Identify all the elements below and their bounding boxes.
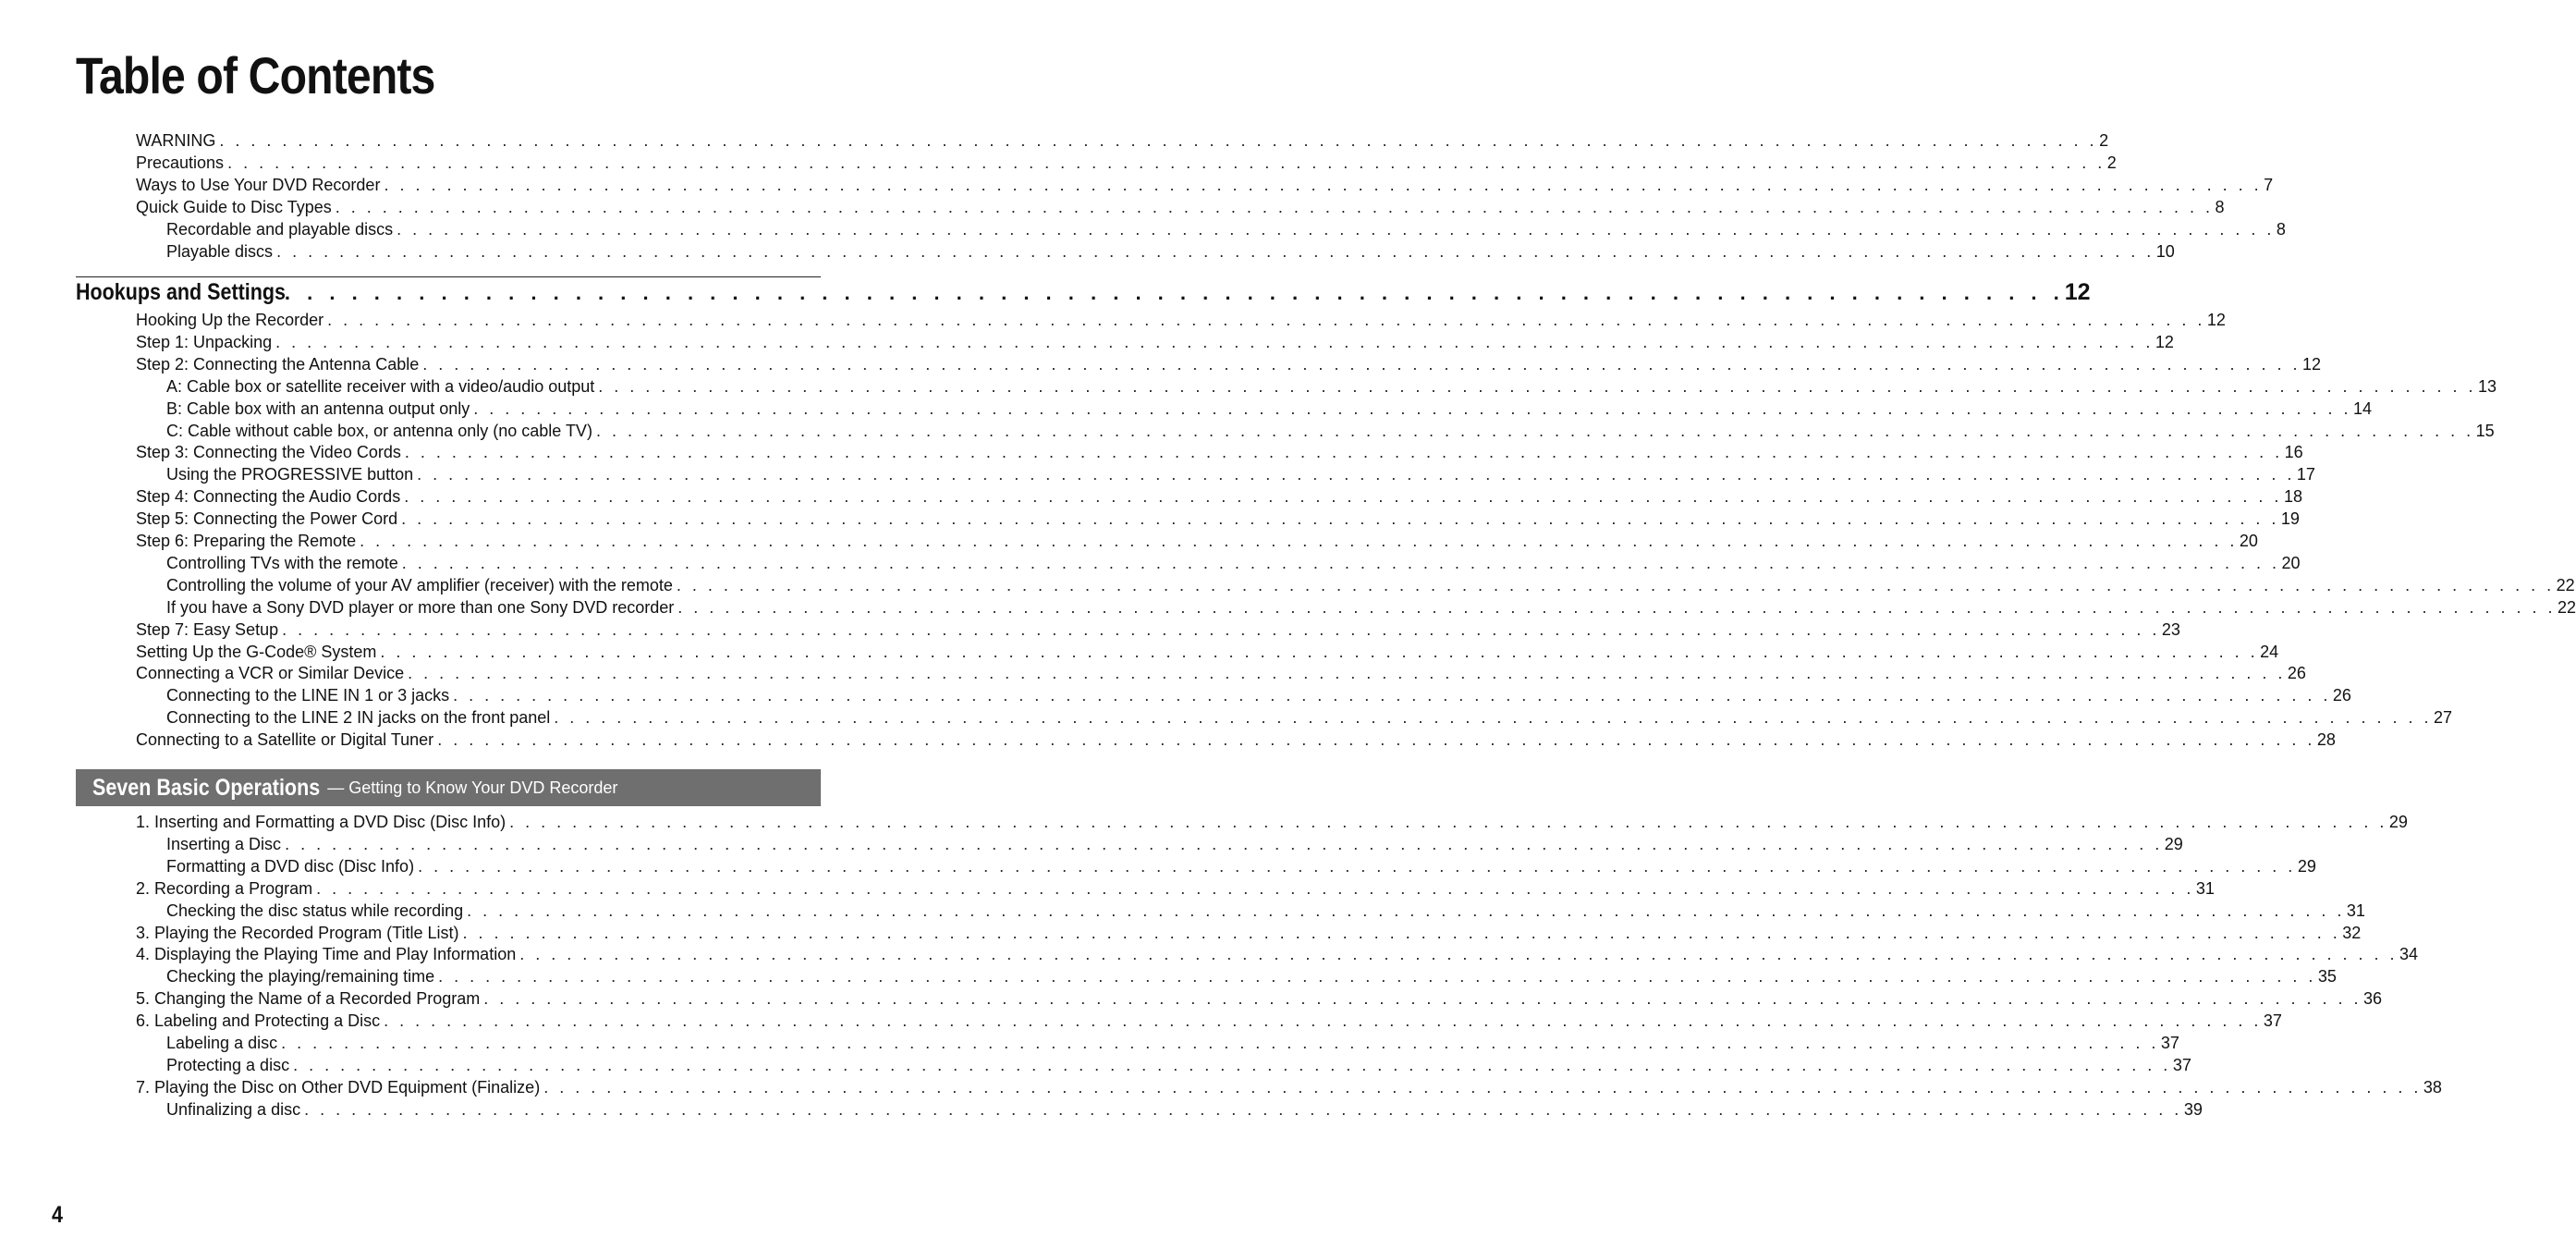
toc-entry[interactable] bbox=[136, 1010, 2282, 1032]
leader-dots: . . . . . . . . . . . . . . . . . . . . . . . . . . . . . . . . . . . . . . . . . . . . . . . . . . . . . . . . . . . . . . . . . . . . . . . . . . . . . . . . . . . . . . . . . . . . . . . . . . . . . . . . . . . . . . . . . . . . . . . . bbox=[595, 421, 2474, 440]
toc-entry-title: 4. Displaying the Playing Time and Play Information bbox=[136, 945, 517, 964]
leader-dots: . . . . . . . . . . . . . . . . . . . . . . . . . . . . . . . . . . . . . . . . . . . . . . . . . . . . . . . . . . . . . . . . . . . . . . . . . . . . . . . . . . . . . . . . . . . . . . . . . . . . . . . . . . . . . . . . . . . . . . . . bbox=[473, 398, 2351, 418]
toc-entry-title: Precautions bbox=[136, 153, 225, 172]
toc-entry-title: B: Cable box with an antenna output only bbox=[166, 398, 470, 418]
toc-entry-page: 12 bbox=[2155, 332, 2174, 351]
toc-entry-title: Connecting to the LINE IN 1 or 3 jacks bbox=[166, 686, 450, 705]
leader-dots: . . . . . . . . . . . . . . . . . . . . . . . . . . . . . . . . . . . . . . . . . . . . . . . . . . . . . . . . . . . . . . . . . . . . . . . . . . . . . . . . . . . . . . . . . . . . . . . . . . . . . . . . . . . . . . . . . . . . . . . . bbox=[282, 619, 2160, 639]
toc-entry[interactable] bbox=[136, 641, 2279, 663]
toc-entry-title: 7. Playing the Disc on Other DVD Equipment (Finalize) bbox=[136, 1077, 541, 1097]
toc-entry-title: Connecting a VCR or Similar Device bbox=[136, 664, 405, 683]
leader-dots: . . . . . . . . . . . . . . . . . . . . . . . . . . . . . . . . . . . . . . . . . . . . . . . . . . . . . . . . . . . . . . . . . . . . . . . . . . . . . . . . . . . . . . . . . . . . . . . . . . . . . . . . . . . . . . . . . . . . . . . . bbox=[276, 241, 2155, 261]
toc-entry-title: Inserting a Disc bbox=[166, 834, 282, 853]
toc-entry-title: Step 7: Easy Setup bbox=[136, 619, 279, 639]
toc-entry[interactable] bbox=[166, 684, 2351, 706]
leader-dots: . . . . . . . . . . . . . . . . . . . . . . . . . . . . . . . . . . . . . . . . . . . . . . . . . . . . . . . . . . . . . . . . . . . . . . . . . . . . . . . . . . . . . . . . . . . . . . . . . . . . . . . . . . . . . . . . . . . . . . . . bbox=[327, 311, 2205, 329]
toc-entry-title: Step 2: Connecting the Antenna Cable bbox=[136, 354, 420, 374]
toc-entry-title: Controlling the volume of your AV amplifier (receiver) with the remote bbox=[166, 575, 673, 594]
leader-dots: . . . . . . . . . . . . . . . . . . . . . . . . . . . . . . . . . . . . . . . . . . . . . . . . . . . . . . . . . . . . . . . . . . . . . . . . . . . . . . . . . . . . . . . . . . . . . . . . . . . . . . . . . . . . . . . . . . . . . . . . bbox=[453, 686, 2331, 705]
leader-dots: . . . . . . . . . . . . . . . . . . . . . . . . . . . . . . . . . . . . . . . . . . . . . . . . . . . . . . . . . . . . . . . . . . . . . . . . . . . . . . . . . . . . . . . . . . . . . . . . . . . . . . . . . . . . . . . . . . . . . . . . bbox=[676, 575, 2555, 594]
toc-entry[interactable] bbox=[166, 855, 2316, 877]
toc-entry-title: Checking the playing/remaining time bbox=[166, 967, 435, 987]
toc-entry[interactable] bbox=[166, 1032, 2179, 1054]
toc-entry-page: 20 bbox=[2281, 553, 2301, 572]
leader-dots: . . . . . . . . . . . . . . . . . . . . . . . . . . . . . . . . . . . . . . . . . . . . . . . . . . . . . . . . . . . . . . . . . . . . . . . . . . . . . . . . . . . . . . . . . . . . . . . . . . . . . . . . . . . . . . . . . . . . . . . . bbox=[304, 1099, 2182, 1119]
toc-entry-title: If you have a Sony DVD player or more than one Sony DVD recorder bbox=[166, 597, 675, 617]
toc-entry-title: Setting Up the G-Code® System bbox=[136, 642, 377, 661]
leader-dots: . . . . . . . . . . . . . . . . . . . . . . . . . . . . . . . . . . . . . . . . . . . . . . . . . . . . . . . . . . . . . . . . . . . . . . . . . . . . . . . . . . . . . . . . . . . . . . . . . . . . . . . . . . . . . . . . . . . . . . . . bbox=[438, 967, 2316, 987]
leader-dots: . . . . . . . . . . . . . . . . . . . . . . . . . . . . . . . . . . . . . . . . . . . . . . . . . . . . . . . . . . . . . . . . . . . . . . . . . . . . . . . . . . . . . . . . . . . . . . . . . . . . . . . . . . . . . . . . . . . . . . . . bbox=[678, 597, 2557, 617]
toc-entry[interactable] bbox=[136, 353, 2321, 375]
toc-entry-title: Labeling a disc bbox=[166, 1034, 278, 1052]
leader-dots: . . . . . . . . . . . . . . . . . . . . . . . . . . . . . . . . . . . . . . . . . . . . . . . . . . . . . . . . . . . . . . . . . . . . . . . . . . . . . . . . . . . . . . . . . . . . . . . . . . . . . . . . . . . . . . . . . . . . . . . . bbox=[408, 664, 2286, 683]
toc-entry[interactable] bbox=[166, 398, 2372, 420]
toc-entry-title: Protecting a disc bbox=[166, 1055, 290, 1074]
toc-entry-title: Playable discs bbox=[166, 241, 274, 261]
toc-entry[interactable] bbox=[136, 943, 2418, 965]
section-banner-basic-operations[interactable] bbox=[76, 769, 821, 806]
toc-entry-title: Step 6: Preparing the Remote bbox=[136, 532, 357, 550]
leader-dots: . . . . . . . . . . . . . . . . . . . . . . . . . . . . . . . . . . . . . . . . . . . . . . . . . . . . . . . . . . . . . . . . . . . . . . . . . . . . . . . . . . . . . . . . . . . . . . . . . . . . . . . . . . . . . . . . . . . . . . . . bbox=[401, 553, 2280, 572]
leader-dots: . . . . . . . . . . . . . . . . . . . . . . . . . . . . . . . . . . . . . . . . . . . . . . . . . . . . . . . . . . . . . . . . . . . . . . . . . . . . . . . . . . . . . . . . . . . . . . . . . . . . . . . . . . . . . . . . . . . . . . . . bbox=[219, 131, 2098, 150]
toc-entry-page: 16 bbox=[2284, 443, 2303, 462]
toc-entry-page: 13 bbox=[2478, 376, 2497, 396]
section-heading-page: 12 bbox=[2064, 279, 2091, 305]
toc-entry-title: 3. Playing the Recorded Program (Title List) bbox=[136, 923, 459, 942]
toc-entry-page: 19 bbox=[2280, 509, 2300, 529]
toc-entry-title: Ways to Use Your DVD Recorder bbox=[136, 175, 381, 194]
toc-entry[interactable] bbox=[166, 833, 2183, 855]
toc-entry-page: 37 bbox=[2263, 1011, 2282, 1031]
toc-entry-page: 10 bbox=[2155, 241, 2175, 261]
toc-entry[interactable] bbox=[136, 619, 2180, 641]
toc-entry-page: 15 bbox=[2475, 421, 2495, 440]
toc-entry-page: 20 bbox=[2239, 532, 2258, 550]
leader-dots: . . . . . . . . . . . . . . . . . . . . . . . . . . . . . . . . . . . . . . . . . . . . . . . . . . . . . . . . . . . . . . . . . . . . . . . . . . . . . . . . . . . . . . . . . . . . . . . . . . . . . . . . . . . . . . . . . . . . . . . . bbox=[598, 376, 2476, 396]
toc-entry-page: 18 bbox=[2283, 487, 2302, 507]
toc-entry-page: 27 bbox=[2433, 708, 2453, 728]
toc-entry-title: Formatting a DVD disc (Disc Info) bbox=[166, 856, 415, 876]
leader-dots: . . . . . . . . . . . . . . . . . . . . . . . . . . . . . . . . . . . . . . . . . . . . . . . . . . . . . . . . . . . . . . . . . . . . . . . . . . . . . . . . . . . . . . . . . . . . . . . . . . . . . . . . . . . . . . . . . . . . . . . . bbox=[437, 730, 2315, 750]
leader-dots: . . . . . . . . . . . . . . . . . . . . . . . . . . . . . . . . . . . . . . . . . . . . . . . . . . . . . . . . . . . . . . . . . . . . . . . . . . . . . . . . . . . . . . . . . . . . . . . . . . . . . . . . . . . . . . . . . . . . . . . . bbox=[467, 901, 2345, 920]
toc-entry-page: 35 bbox=[2317, 967, 2337, 987]
toc-entry[interactable] bbox=[136, 1076, 2442, 1098]
toc-entry[interactable] bbox=[136, 196, 2225, 218]
toc-entry-page: 26 bbox=[2287, 664, 2306, 683]
toc-entry-title: Hooking Up the Recorder bbox=[136, 311, 324, 329]
banner-title: Seven Basic Operations bbox=[92, 774, 321, 801]
toc-entry-title: Using the PROGRESSIVE button bbox=[166, 465, 414, 484]
leader-dots: . . . . . . . . . . . . . . . . . . . . . . . . . . . . . . . . . . . . . . . . . . . . . . . . . . . . . . . . . . . . . . . . . . . . . . . . . . . . . . . . . . . . . . . . . . . . . . . . . . . . . . . . . . . . . . . . . . . . . . . . bbox=[519, 945, 2398, 964]
leader-dots: . . . . . . . . . . . . . . . . . . . . . . . . . . . . . . . . . . . . . . . . . . . . . . . . . . . . . . . . . . . . . . . . . . . . . . . . . . . . . . . . . . . . . . . . . . . . . . . . . . . . . . . . . . . . . . . . . . . . . . . . bbox=[554, 708, 2432, 728]
toc-entry-page: 36 bbox=[2362, 989, 2382, 1009]
toc-entry[interactable] bbox=[166, 574, 2575, 596]
toc-entry-page: 8 bbox=[2215, 197, 2225, 216]
toc-entry-title: Recordable and playable discs bbox=[166, 219, 394, 239]
leader-dots: . . . . . . . . . . . . . . . . . . . . . . . . . . . . . . . . . . . . . . . . . . . . . . . . . . . . . . . . . . . . . . . . . . . . . . . . . . . . . . . . . . . . . . . . . . . . . . . . . . . . . . . . . . . . . . . . . . . . . . . . bbox=[483, 989, 2362, 1009]
toc-entry-page: 2 bbox=[2099, 131, 2109, 150]
toc-entry-page: 23 bbox=[2161, 619, 2180, 639]
toc-entry[interactable] bbox=[166, 596, 2576, 619]
toc-entry-title: 2. Recording a Program bbox=[136, 878, 313, 898]
toc-entry[interactable] bbox=[136, 508, 2300, 530]
toc-entry-title: 6. Labeling and Protecting a Disc bbox=[136, 1011, 381, 1031]
leader-dots: . . . . . . . . . . . . . . . . . . . . . . . . . . . . . . . . . . . . . . . . . . . . . . . . . . . . . . . . . . . . . . . . . . . . . . . . . . . . . . . . . . . . . . . . . . . . . . . . . . . . . . . . . . . . . . . . . . . . . . . . bbox=[227, 153, 2106, 172]
toc-entry-title: Step 5: Connecting the Power Cord bbox=[136, 509, 398, 529]
toc-entry-page: 17 bbox=[2296, 465, 2315, 484]
toc-entry-page: 7 bbox=[2264, 175, 2274, 194]
toc-entry[interactable] bbox=[136, 530, 2258, 552]
toc-entry-title: A: Cable box or satellite receiver with a video/audio output bbox=[166, 376, 595, 396]
toc-entry-page: 28 bbox=[2316, 730, 2336, 750]
toc-entry-page: 22 bbox=[2558, 597, 2576, 617]
toc-entry[interactable] bbox=[166, 463, 2315, 485]
toc-entry[interactable] bbox=[136, 811, 2408, 833]
toc-entry[interactable] bbox=[136, 309, 2226, 331]
leader-dots: . . . . . . . . . . . . . . . . . . . . . . . . . . . . . . . . . . . . . . . . . . . . . . . . . . . . . . . . . . . . . . . . . . . . . . . . . . . . . . . . . . . . . . . . . . . . . . . . . . . . . . . . . . . . . . . . . . . . . . . . bbox=[404, 443, 2283, 462]
toc-entry-title: WARNING bbox=[136, 131, 216, 150]
toc-entry[interactable] bbox=[136, 441, 2303, 463]
leader-dots: . . . . . . . . . . . . . . . . . . . . . . . . . . . . . . . . . . . . . . . . . . . . . . . . . . . . . . . . . . . . . . . . . . . . . . . . . . . . . . . . . . . . . . . . . . . . . . . . . . . . . . . . . . . . . . . . . . . . . . . . bbox=[543, 1077, 2422, 1097]
toc-entry-page: 12 bbox=[2206, 311, 2226, 329]
toc-entry-title: Unfinalizing a disc bbox=[166, 1099, 301, 1119]
toc-entry-page: 31 bbox=[2346, 901, 2365, 920]
toc-entry[interactable] bbox=[166, 900, 2365, 922]
toc-entry-title: C: Cable without cable box, or antenna only (no cable TV) bbox=[166, 421, 592, 440]
leader-dots: . . . . . . . . . . . . . . . . . . . . . . . . . . . . . . . . . . . . . . . . . . . . . . . . . . . . . . . . . . . . . . . . . . . . . . . . . . . . . . . . . . . . . . . . . . . . . . . . . . . . . . . . . . . . . . . . . . . . . . . . bbox=[281, 1034, 2159, 1052]
toc-entry[interactable] bbox=[166, 240, 2175, 263]
toc-entry-page: 29 bbox=[2164, 834, 2183, 853]
toc-entry[interactable] bbox=[166, 1098, 2203, 1121]
toc-entry-page: 12 bbox=[2301, 354, 2321, 374]
toc-entry-page: 24 bbox=[2260, 642, 2279, 661]
toc-entry-title: Connecting to the LINE 2 IN jacks on the front panel bbox=[166, 708, 551, 728]
toc-entry[interactable] bbox=[136, 174, 2274, 196]
toc-entry-page: 38 bbox=[2423, 1077, 2442, 1097]
toc-entry[interactable] bbox=[136, 877, 2215, 900]
leader-dots: . . . . . . . . . . . . . . . . . . . . . . . . . . . . . . . . . . . . . . . . . . . . . . . . . . . . . . . . . . . . . . . . . . . . . . . . . . . . . . . . . . . . . . . . . . . . . . . . . . . . . . . . . . . . . . . . . . . . . . . . bbox=[462, 923, 2341, 942]
leader-dots: . . . . . . . . . . . . . . . . . . . . . . . . . . . . . . . . . . . . . . . . . . . . . . . . . . . . . . . . . . . . . . . . . . . . . . . . . . . . . . . . . . . . . . . . . . . . . . . . . . . . . . . . . . . . . . . . . . . . . . . . bbox=[380, 642, 2259, 661]
toc-entry[interactable] bbox=[136, 152, 2117, 174]
toc-entry-page: 32 bbox=[2342, 923, 2362, 942]
leader-dots: . . . . . . . . . . . . . . . . . . . . . . . . . . . . . . . . . . . . . . . . . . . . . . . . . . . . . . . . . . . . . . . . . . . . . . . . . . . . . . . . . . . . . . . . . . . . . . . . . . . . . . . . . . . . . . . . . . . . . . . . bbox=[275, 332, 2154, 351]
leader-dots: . . . . . . . . . . . . . . . . . . . . . . . . . . . . . . . . . . . . . . . . . . . . . . . . . . . . . . . . . . . . . . . . . . . . . . . . . . . . . . . . . . . . . . . . . . . . . . . . . . . . . . . . . . . . . . . . . . . . . . . . bbox=[404, 487, 2282, 507]
leader-dots: . . . . . . . . . . . . . . . . . . . . . . . . . . . . . . . . . . . . . . . . . . . . . . . . . . . . . . . . . . . . . . . . . . . . . . . . . . . . . . . . . . . . . . . . . . . . . . . . . . . . . . . . . . . . . . . . . . . . . . . . bbox=[401, 509, 2279, 529]
toc-entry[interactable] bbox=[166, 552, 2301, 574]
leader-dots: . . . . . . . . . . . . . . . . . . . . . . . . . . . . . . . . . . . . . . . . . . . . . . . . . . . . . . . . . . . . . . . . . . . . . . . . . . . . . . . . . . . . . . . . . . . . . . . . . . . . . . . . . . . . . . . . . . . . . . . . bbox=[316, 878, 2194, 898]
leader-dots: . . . . . . . . . . . . . . . . . . . . . . . . . . . . . . . . . . . . . . . . . . . . . . . . . . . . . . . . . . . . . . . . . . . . . . . . . . . . . . . . . . . . . . . . . . . . . . . . . . . . . . . . . . . . . . . . . . . . . . . . bbox=[418, 856, 2296, 876]
toc-entry-page: 29 bbox=[2388, 813, 2408, 831]
banner-subtitle: — Getting to Know Your DVD Recorder bbox=[327, 778, 618, 797]
toc-entry[interactable] bbox=[136, 662, 2306, 684]
leader-dots: . . . . . . . . . . . . . . . . . . . . . . . . . . . . . . . . . . . . . . . . . . . . . . . . . . . . . . . . . . . . . . . . . . . . . . . . . . . . . . . . . . . . . . . . . . . . . . . . . . . . . . . . . . . . . . . . . . . . . . . . bbox=[422, 354, 2301, 374]
toc-entry-page: 39 bbox=[2183, 1099, 2203, 1119]
toc-entry-title: Quick Guide to Disc Types bbox=[136, 197, 332, 216]
leader-dots: . . . . . . . . . . . . . . . . . . . . . . . . . . . . . . . . . . . . . . . . . . . . . . . . . . . . . . . . . . . . . . . . . . . . . . . . . . . . . . . . . . . . . . . . . . . . . . . . . . . . . . . . . . . . . . . . . . . . . . . . bbox=[384, 175, 2263, 194]
toc-entry-page: 37 bbox=[2160, 1034, 2179, 1052]
toc-entry[interactable] bbox=[136, 922, 2362, 944]
toc-entry-title: Checking the disc status while recording bbox=[166, 901, 464, 920]
toc-entry-page: 34 bbox=[2399, 945, 2418, 964]
toc-entry[interactable] bbox=[136, 987, 2382, 1010]
section-heading-title: Hookups and Settings bbox=[76, 279, 286, 305]
toc-entry-title: Step 3: Connecting the Video Cords bbox=[136, 443, 401, 462]
toc-entry-title: Step 1: Unpacking bbox=[136, 332, 273, 351]
toc-entry-page: 22 bbox=[2556, 575, 2575, 594]
leader-dots: . . . . . . . . . . . . . . . . . . . . . . . . . . . . . . . . . . . . . . . . . . . . . . . . . . . . . . . . . . . . . . . . . . . . . . . . . . . . . . . . . . . . . . . . . . . . . . . . . . . . . . . . . . . . . . . . . . . . . . . . bbox=[293, 1055, 2171, 1074]
toc-entry-page: 2 bbox=[2106, 153, 2117, 172]
toc-entry[interactable] bbox=[166, 420, 2495, 442]
section-divider bbox=[76, 276, 821, 277]
toc-entry-page: 14 bbox=[2352, 398, 2372, 418]
leader-dots: . . . . . . . . . . . . . . . . . . . . . . . . . . . . . . . . . . . . . . . . . . . . . . . . . . . . . . . . . . . . . . . . . . . . . . . . . . . . . . . . . . . . . . . . . . . . . . . . . . . . . . . . . . . . . . . . . . . . . . . . bbox=[509, 813, 2387, 831]
toc-entry-title: Step 4: Connecting the Audio Cords bbox=[136, 487, 401, 507]
section-heading-hookups[interactable] bbox=[76, 279, 2091, 307]
toc-entry[interactable] bbox=[166, 375, 2497, 398]
toc-entry-page: 31 bbox=[2195, 878, 2215, 898]
toc-entry-title: 5. Changing the Name of a Recorded Program bbox=[136, 989, 481, 1009]
leader-dots: . . . . . . . . . . . . . . . . . . . . . . . . . . . . . . . . . . . . . . . . . . . . . . . . . . . . . . . . . . . . . . . . . . . . . . . . . . . . . . . . . . . . . . . . . . . . . . . . . . . . . . . . . . . . . . . . . . . . . . . . bbox=[397, 219, 2275, 239]
page-number: 4 bbox=[52, 1202, 63, 1228]
toc-entry-title: Controlling TVs with the remote bbox=[166, 553, 398, 572]
toc-entry[interactable] bbox=[166, 1054, 2191, 1076]
toc-entry[interactable] bbox=[166, 706, 2453, 729]
toc-entry[interactable] bbox=[136, 729, 2336, 751]
leader-dots: . . . . . . . . . . . . . . . . . . . . . . . . . . . . . . . . . . . . . . . . . . . . . . . . . . . . . . . . . . . . . . . . . . . . . . . . . . . . . . . . . . . . . . . . . . . . . . . . . . . . . . . . . . . . . . . . . . . . . . . . bbox=[360, 532, 2238, 550]
toc-entry-page: 37 bbox=[2172, 1055, 2191, 1074]
toc-entry[interactable] bbox=[136, 129, 2109, 152]
toc-entry[interactable] bbox=[166, 218, 2286, 240]
toc-entry-page: 29 bbox=[2297, 856, 2316, 876]
toc-entry-title: Connecting to a Satellite or Digital Tuner bbox=[136, 730, 434, 750]
leader-dots: . . . . . . . . . . . . . . . . . . . . . . . . . . . . . . . . . . . . . . . . . . . . . . . . . . . . . . . . . . . . . . . . . . . . . . . . . . . . . . . . . . . . . . . . . . . . . . . . . . . . . . . . . . . . . . . . . . . . . . . . bbox=[285, 834, 2163, 853]
toc-entry[interactable] bbox=[136, 485, 2302, 508]
toc-entry[interactable] bbox=[166, 965, 2337, 987]
page-title: Table of Contents bbox=[76, 46, 435, 104]
leader-dots: . . . . . . . . . . . . . . . . . . . . . . . . . . . . . . . . . . . . . . . . . . . . . . . . . . . . . . . . . . . . . . . . . . . . . . . . . . . . . . . . . . . . . . . . . . . . . . . . . . . . . . . . . . . . . . . . . . . . . . . . bbox=[417, 465, 2295, 484]
toc-entry-page: 8 bbox=[2276, 219, 2286, 239]
leader-dots: . . . . . . . . . . . . . . . . . . . . . . . . . . . . . . . . . . . . . . . . . . . . . . . . . . . . . . . . . . . . . . . . . . . . . . . . . . . . . . . . bbox=[284, 281, 2065, 304]
toc-entry-page: 26 bbox=[2332, 686, 2351, 705]
leader-dots: . . . . . . . . . . . . . . . . . . . . . . . . . . . . . . . . . . . . . . . . . . . . . . . . . . . . . . . . . . . . . . . . . . . . . . . . . . . . . . . . . . . . . . . . . . . . . . . . . . . . . . . . . . . . . . . . . . . . . . . . bbox=[384, 1011, 2262, 1031]
toc-entry-title: 1. Inserting and Formatting a DVD Disc (Disc Info) bbox=[136, 813, 507, 831]
toc-entry[interactable] bbox=[136, 331, 2174, 353]
leader-dots: . . . . . . . . . . . . . . . . . . . . . . . . . . . . . . . . . . . . . . . . . . . . . . . . . . . . . . . . . . . . . . . . . . . . . . . . . . . . . . . . . . . . . . . . . . . . . . . . . . . . . . . . . . . . . . . . . . . . . . . . bbox=[335, 197, 2214, 216]
